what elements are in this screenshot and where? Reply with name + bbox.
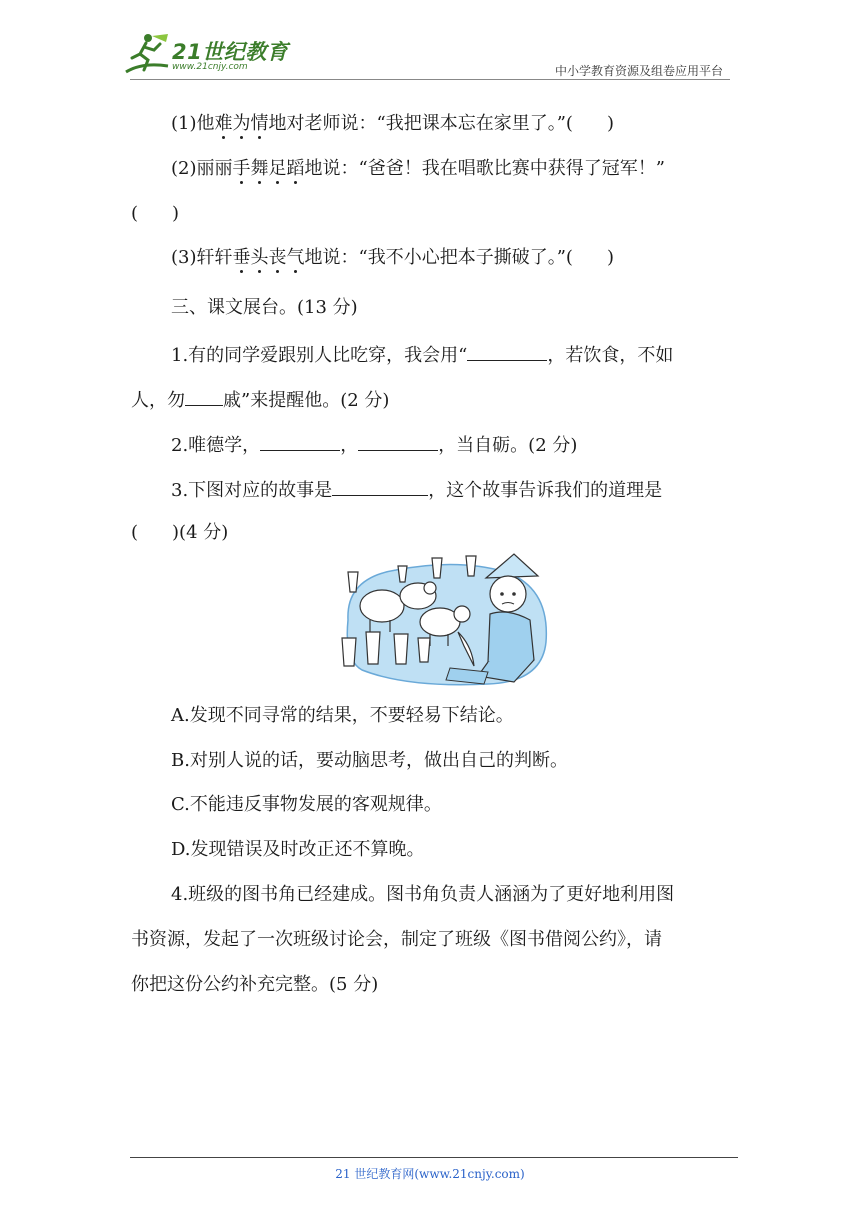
item-1-text: 地对老师说：“我把课本忘在家里了。”( <box>268 113 573 134</box>
dotted-char: 头 <box>250 247 269 268</box>
item-2 <box>171 157 665 181</box>
q3-text-b: ，这个故事告诉我们的道理是 <box>428 480 663 501</box>
fill-blank[interactable] <box>332 477 428 496</box>
q1-text-c: 人，勿 <box>131 390 185 411</box>
dotted-char: 蹈 <box>286 158 305 179</box>
dotted-char: 情 <box>250 113 269 134</box>
q1-text-b: ，若饮食，不如 <box>547 345 674 366</box>
item-3-text: 地说：“我不小心把本子撕破了。”( <box>304 247 573 268</box>
page-header <box>0 0 860 90</box>
question-4-line-1: 4.班级的图书角已经建成。图书角负责人涵涵为了更好地利用图 <box>171 884 675 905</box>
q1-text-d: 戚”来提醒他。(2 分) <box>223 390 390 411</box>
header-tagline: 中小学教育资源及组卷应用平台 <box>554 64 723 78</box>
fill-blank[interactable] <box>467 342 547 361</box>
fill-blank[interactable] <box>260 432 340 451</box>
dotted-char: 垂 <box>232 247 251 268</box>
header-divider <box>130 79 730 80</box>
question-1 <box>171 342 673 368</box>
option-d: D.发现错误及时改正还不算晚。 <box>171 839 425 860</box>
paren-open: ( <box>131 522 139 543</box>
item-2-prefix: (2)丽丽 <box>171 158 233 179</box>
question-1-cont <box>131 387 389 413</box>
item-2-answer <box>131 202 179 226</box>
question-3 <box>171 477 662 503</box>
q1-text-a: 1.有的同学爱跟别人比吃穿，我会用“ <box>171 345 468 366</box>
item-2-text: 地说：“爸爸！我在唱歌比赛中获得了冠军！” <box>304 158 665 179</box>
story-illustration <box>338 550 554 690</box>
dotted-char: 舞 <box>250 158 269 179</box>
item-1 <box>171 112 614 136</box>
dotted-char: 足 <box>268 158 287 179</box>
dotted-char: 气 <box>286 247 305 268</box>
q3-text-a: 3.下图对应的故事是 <box>171 480 333 501</box>
logo-url: www.21cnjy.com <box>172 62 248 72</box>
dotted-char: 为 <box>232 113 251 134</box>
question-3-answer <box>131 521 228 545</box>
option-c: C.不能违反事物发展的客观规律。 <box>171 794 442 815</box>
paren-close-score: )(4 分) <box>172 522 229 543</box>
q2-text-b: ， <box>340 435 359 456</box>
item-3-prefix: (3)轩轩 <box>171 247 233 268</box>
item-1-close: ) <box>606 113 614 134</box>
fill-blank[interactable] <box>358 432 438 451</box>
option-b: B.对别人说的话，要动脑思考，做出自己的判断。 <box>171 750 568 771</box>
section-title: 三、课文展台。(13 分) <box>171 297 358 318</box>
footer-divider <box>130 1157 738 1158</box>
paren-open: ( <box>131 203 139 224</box>
footer-link[interactable]: 21 世纪教育网(www.21cnjy.com) <box>335 1167 525 1181</box>
dotted-char: 难 <box>214 113 233 134</box>
q2-text-a: 2.唯德学， <box>171 435 261 456</box>
logo-text: 21世纪教育 <box>172 40 289 64</box>
site-logo[interactable] <box>122 30 292 80</box>
option-a: A.发现不同寻常的结果，不要轻易下结论。 <box>171 705 514 726</box>
runner-icon <box>122 32 174 78</box>
item-3-close: ) <box>606 247 614 268</box>
item-1-prefix: (1)他 <box>171 113 215 134</box>
question-4-line-3: 你把这份公约补充完整。(5 分) <box>131 974 379 995</box>
dotted-char: 手 <box>232 158 251 179</box>
question-4-line-2: 书资源，发起了一次班级讨论会，制定了班级《图书借阅公约》，请 <box>131 929 662 950</box>
paren-close: ) <box>172 203 180 224</box>
fill-blank[interactable] <box>185 387 223 406</box>
dotted-char: 丧 <box>268 247 287 268</box>
item-3 <box>171 246 614 270</box>
q2-text-c: ，当自砺。(2 分) <box>438 435 578 456</box>
question-2 <box>171 432 577 458</box>
